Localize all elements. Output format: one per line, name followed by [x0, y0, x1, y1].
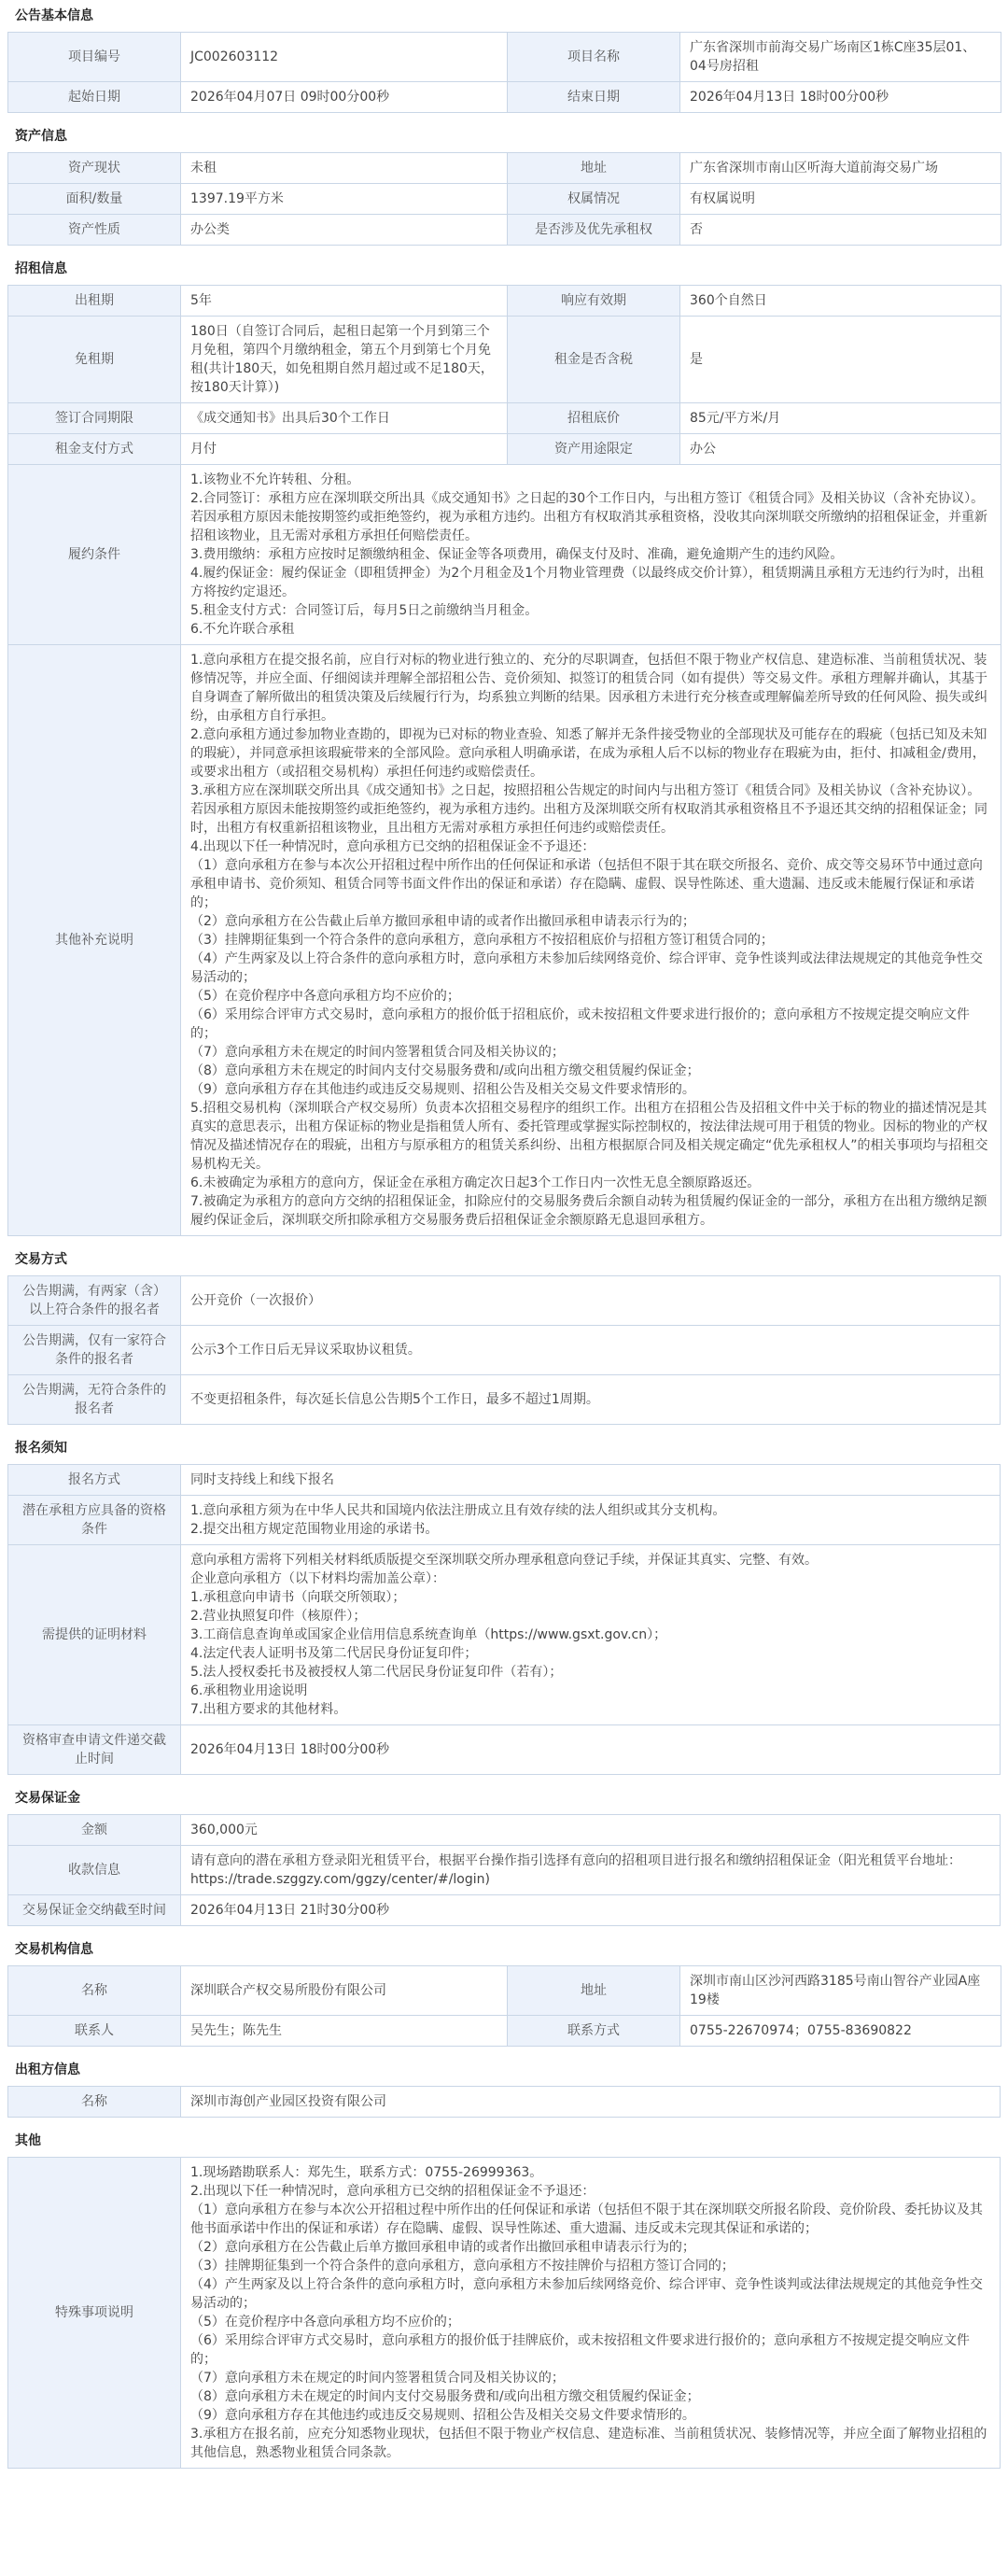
section-title-agency: 交易机构信息: [15, 1942, 93, 1957]
table-row: [8, 1725, 1001, 1775]
table-row: [8, 1496, 1001, 1545]
list-item: 3.费用缴纳：承租方应按时足额缴纳租金、保证金等各项费用，确保支付及时、准确，避免逾期产生的违约风险。: [190, 547, 844, 562]
label-submission-deadline: 资格审查申请文件递交截止时间: [8, 1725, 181, 1775]
list-item: （7）意向承租方未在规定的时间内签署租赁合同及相关协议的；: [190, 2371, 565, 2386]
value-priority-right: 否: [680, 215, 1001, 246]
table-row: [8, 1545, 1001, 1725]
table-row: [8, 1276, 1001, 1326]
list-item: 4.法定代表人证明书及第二代居民身份证复印件；: [190, 1646, 478, 1661]
value-contract-period: 《成交通知书》出具后30个工作日: [181, 403, 508, 434]
list-item: 4.履约保证金：履约保证金（即租赁押金）为2个月租金及1个月物业管理费（以最终成交价计算），租赁期满且承租方无违约行为时，出租方将按约定退还。: [190, 566, 985, 599]
list-item: （3）挂牌期征集到一个符合条件的意向承租方，意向承租方不按招租底价与招租方签订租赁合同的；: [190, 933, 774, 948]
announcement-table: [7, 32, 1001, 113]
value-start-date: 2026年04月07日 09时00分00秒: [181, 82, 508, 113]
list-item: （9）意向承租方存在其他违约或违反交易规则、招租公告及相关交易文件要求情形的。: [190, 2408, 695, 2423]
other-table: [7, 2157, 1001, 2469]
list-item: 1.该物业不允许转租、分租。: [190, 472, 360, 487]
list-item: 1.意向承租方须为在中华人民共和国境内依法注册成立且有效存续的法人组织或其分支机构。: [190, 1503, 726, 1518]
value-two-or-more: 公开竞价（一次报价）: [181, 1276, 1001, 1326]
label-tax-included: 租金是否含税: [508, 317, 680, 403]
list-item: 2.提交出租方规定范围物业用途的承诺书。: [190, 1522, 439, 1537]
section-title-registration: 报名须知: [15, 1441, 67, 1456]
value-project-number: JC002603112: [181, 33, 508, 82]
label-base-price: 招租底价: [508, 403, 680, 434]
list-item: 3.工商信息查询单或国家企业信用信息系统查询单（https://www.gsxt.gov.cn）；: [190, 1627, 667, 1642]
label-asset-type: 资产性质: [8, 215, 181, 246]
list-item: （3）挂牌期征集到一个符合条件的意向承租方，意向承租方不按挂牌价与招租方签订合同的；: [190, 2259, 735, 2273]
table-row: [8, 2158, 1001, 2469]
section-title-lessor: 出租方信息: [15, 2062, 80, 2077]
asset-table: [7, 152, 1001, 246]
section-title-deposit: 交易保证金: [15, 1791, 80, 1806]
table-row: [8, 403, 1001, 434]
trade-method-table: [7, 1275, 1001, 1425]
table-row: [8, 2016, 1001, 2047]
list-item: （6）采用综合评审方式交易时，意向承租方的报价低于挂牌底价，或未按招租文件要求进行报价的；意向承租方不按规定提交响应文件的；: [190, 2333, 970, 2367]
value-ownership: 有权属说明: [680, 184, 1001, 215]
list-item: 2.意向承租方通过参加物业查勘的，即视为已对标的物业查验、知悉了解并无条件接受物业的全部现状及可能存在的瑕疵（包括已知及未知的瑕疵），并同意承担该瑕疵带来的全部风险。意向承租人明确承诺，在成为承租人后不以标的物业存在瑕疵为由，拒付、扣减租金/费用，或要求出租方（或招租交易机构）承担任何违约或赔偿责任。: [190, 727, 987, 780]
list-item: 1.现场踏勘联系人：郑先生，联系方式：0755-26999363。: [190, 2165, 543, 2180]
label-area: 面积/数量: [8, 184, 181, 215]
value-none: 不变更招租条件，每次延长信息公告期5个工作日，最多不超过1周期。: [181, 1375, 1001, 1425]
table-row: [8, 33, 1001, 82]
value-asset-type: 办公类: [181, 215, 508, 246]
value-special-notes: [181, 2158, 1001, 2469]
label-end-date: 结束日期: [508, 82, 680, 113]
list-item: 意向承租方需将下列相关材料纸质版提交至深圳联交所办理承租意向登记手续，并保证其真实、完整、有效。: [190, 1553, 818, 1568]
value-asset-status: 未租: [181, 153, 508, 184]
value-contact-phone: 0755-22670974；0755-83690822: [680, 2016, 1001, 2047]
list-item: 5.租金支付方式：合同签订后，每月5日之前缴纳当月租金。: [190, 603, 539, 618]
label-address: 地址: [508, 153, 680, 184]
table-row: [8, 317, 1001, 403]
list-item: （8）意向承租方未在规定的时间内支付交易服务费和/或向出租方缴交租赁履约保证金；: [190, 2389, 700, 2404]
list-item: （5）在竞价程序中各意向承租方均不应价的；: [190, 989, 460, 1004]
label-supplement: 其他补充说明: [8, 645, 181, 1236]
list-item: 4.出现以下任一种情况时，意向承租方已交纳的招租保证金不予退还：: [190, 839, 595, 854]
list-item: （5）在竞价程序中各意向承租方均不应价的；: [190, 2315, 460, 2330]
value-project-name: 广东省深圳市前海交易广场南区1栋C座35层01、04号房招租: [680, 33, 1001, 82]
table-row: [8, 465, 1001, 645]
value-qualification: [181, 1496, 1001, 1545]
list-item: 1.承租意向申请书（向联交所领取）；: [190, 1590, 406, 1605]
label-contract-period: 签订合同期限: [8, 403, 181, 434]
list-item: 5.法人授权委托书及被授权人第二代居民身份证复印件（若有）；: [190, 1665, 563, 1680]
value-only-one: 公示3个工作日后无异议采取协议租赁。: [181, 1326, 1001, 1375]
value-conditions: [181, 465, 1001, 645]
value-contact-person: 吴先生；陈先生: [181, 2016, 508, 2047]
value-collection-info: 请有意向的潜在承租方登录阳光租赁平台，根据平台操作指引选择有意向的招租项目进行报名和缴纳招租保证金（阳光租赁平台地址：https://trade.szggzy.com/ggzy/center/#/login): [181, 1846, 1001, 1895]
value-end-date: 2026年04月13日 18时00分00秒: [680, 82, 1001, 113]
value-supplement: [181, 645, 1001, 1236]
list-item: 7.被确定为承租方的意向方交纳的招租保证金，扣除应付的交易服务费后余额自动转为租赁履约保证金的一部分，承租方在出租方缴纳足额履约保证金后，深圳联交所扣除承租方交易服务费后招租保证金余额原路无息退回承租方。: [190, 1194, 987, 1228]
label-lessor-name: 名称: [8, 2087, 181, 2118]
list-item: （2）意向承租方在公告截止后单方撤回承租申请的或者作出撤回承租申请表示行为的；: [190, 2240, 695, 2255]
label-ownership: 权属情况: [508, 184, 680, 215]
value-usage-limit: 办公: [680, 434, 1001, 465]
value-tax-included: 是: [680, 317, 1001, 403]
label-qualification: 潜在承租方应具备的资格条件: [8, 1496, 181, 1545]
table-row: [8, 645, 1001, 1236]
value-materials: [181, 1545, 1001, 1725]
value-amount: 360,000元: [181, 1815, 1001, 1846]
label-deposit-deadline: 交易保证金交纳截至时间: [8, 1895, 181, 1926]
list-item: （7）意向承租方未在规定的时间内签署租赁合同及相关协议的；: [190, 1045, 565, 1060]
list-item: 2.合同签订：承租方应在深圳联交所出具《成交通知书》之日起的30个工作日内，与出租方签订《租赁合同》及相关协议（含补充协议）。若因承租方原因未能按期签约或拒绝签约，视为承租方违约。出租方有权取消其承租资格，没收其向深圳联交所缴纳的招租保证金，并重新招租该物业，且无需对承租方承担任何赔偿责任。: [190, 491, 987, 543]
list-item: 6.未被确定为承租方的意向方，保证金在承租方确定次日起3个工作日内一次性无息全额原路返还。: [190, 1175, 761, 1190]
value-lease-term: 5年: [181, 286, 508, 317]
value-agency-address: 深圳市南山区沙河西路3185号南山智谷产业园A座19楼: [680, 1966, 1001, 2016]
value-base-price: 85元/平方米/月: [680, 403, 1001, 434]
table-row: [8, 1846, 1001, 1895]
list-item: （1）意向承租方在参与本次公开招租过程中所作出的任何保证和承诺（包括但不限于其在联交所报名、竞价、成交等交易环节中通过意向承租申请书、竞价须知、租赁合同等书面文件作出的保证和承诺）存在隐瞒、虚假、误导性陈述、重大遗漏、违反或未能履行保证和承诺的；: [190, 858, 983, 910]
table-row: [8, 1815, 1001, 1846]
table-row: [8, 1326, 1001, 1375]
label-usage-limit: 资产用途限定: [508, 434, 680, 465]
list-item: 1.意向承租方在提交报名前，应自行对标的物业进行独立的、充分的尽职调查，包括但不限于物业产权信息、建造标准、当前租赁状况、装修情况等，并应全面、仔细阅读并理解全部招租公告、竞价须知、拟签订的租赁合同（如有提供）等交易文件。承租方理解并确认，其基于自身调查了解所做出的租赁决策及后续履行行为，均系独立判断的结果。因承租方未进行充分核查或理解偏差所导致的任何风险、损失或纠纷，由承租方自行承担。: [190, 653, 987, 724]
value-payment-method: 月付: [181, 434, 508, 465]
list-item: （8）意向承租方未在规定的时间内支付交易服务费和/或向出租方缴交租赁履约保证金；: [190, 1063, 700, 1078]
list-item: 2.出现以下任一种情况时，意向承租方已交纳的招租保证金不予退还：: [190, 2184, 595, 2199]
list-item: 7.出租方要求的其他材料。: [190, 1702, 347, 1717]
list-item: 3.承租方在报名前，应充分知悉物业现状，包括但不限于物业产权信息、建造标准、当前租赁状况、装修情况等，并应全面了解物业招租的其他信息，熟悉物业租赁合同条款。: [190, 2427, 987, 2460]
table-row: [8, 434, 1001, 465]
label-none: 公告期满，无符合条件的报名者: [8, 1375, 181, 1425]
list-item: （1）意向承租方在参与本次公开招租过程中所作出的任何保证和承诺（包括但不限于其在深圳联交所报名阶段、竞价阶段、委托协议及其他书面承诺中作出的保证和承诺）存在隐瞒、虚假、误导性陈述、重大遗漏、违反或未完现其保证和承诺的；: [190, 2203, 983, 2236]
label-two-or-more: 公告期满，有两家（含）以上符合条件的报名者: [8, 1276, 181, 1326]
list-item: 3.承租方应在深圳联交所出具《成交通知书》之日起，按照招租公告规定的时间内与出租方签订《租赁合同》及相关协议（含补充协议）。若因承租方原因未能按期签约或拒绝签约，视为承租方违约。出租方及深圳联交所有权取消其承租资格且不予退还其交纳的招租保证金；同时，出租方有权重新招租该物业，且出租方无需对承租方承担任何违约或赔偿责任。: [190, 783, 987, 836]
label-special-notes: 特殊事项说明: [8, 2158, 181, 2469]
list-item: （4）产生两家及以上符合条件的意向承租方时，意向承租方未参加后续网络竞价、综合评审、竞争性谈判或法律法规规定的其他竞争性交易活动的；: [190, 2277, 983, 2311]
section-title-asset: 资产信息: [15, 129, 67, 144]
table-row: [8, 286, 1001, 317]
agency-table: [7, 1965, 1001, 2047]
label-materials: 需提供的证明材料: [8, 1545, 181, 1725]
label-agency-address: 地址: [508, 1966, 680, 2016]
table-row: [8, 1895, 1001, 1926]
list-item: 5.招租交易机构（深圳联合产权交易所）负责本次招租交易程序的组织工作。出租方在招租公告及招租文件中关于标的物业的描述情况是其真实的意思表示，出租方保证标的物业是指租赁人所有、委托管理或掌握实际控制权的，按法律法规可用于租赁的物业。因标的物业的产权情况及描述情况存在的瑕疵，出租方与原承租方的租赁关系纠纷、出租方根据原合同及相关规定确定“优先承租权人”的相关事项均与招租交易机构无关。: [190, 1101, 988, 1172]
label-project-number: 项目编号: [8, 33, 181, 82]
label-asset-status: 资产现状: [8, 153, 181, 184]
label-collection-info: 收款信息: [8, 1846, 181, 1895]
table-row: [8, 1966, 1001, 2016]
value-response-validity: 360个自然日: [680, 286, 1001, 317]
section-title-other: 其他: [15, 2133, 41, 2148]
table-row: [8, 153, 1001, 184]
value-lessor-name: 深圳市海创产业园区投资有限公司: [181, 2087, 1001, 2118]
lease-table: [7, 285, 1001, 1236]
list-item: （6）采用综合评审方式交易时，意向承租方的报价低于招租底价，或未按招租文件要求进行报价的；意向承租方不按规定提交响应文件的；: [190, 1007, 970, 1041]
table-row: [8, 2087, 1001, 2118]
label-lease-term: 出租期: [8, 286, 181, 317]
label-project-name: 项目名称: [508, 33, 680, 82]
label-rent-free: 免租期: [8, 317, 181, 403]
label-contact-person: 联系人: [8, 2016, 181, 2047]
label-agency-name: 名称: [8, 1966, 181, 2016]
label-amount: 金额: [8, 1815, 181, 1846]
list-item: （9）意向承租方存在其他违约或违反交易规则、招租公告及相关交易文件要求情形的。: [190, 1082, 695, 1097]
table-row: [8, 1465, 1001, 1496]
label-priority-right: 是否涉及优先承租权: [508, 215, 680, 246]
list-item: 2.营业执照复印件（核原件）；: [190, 1609, 367, 1624]
label-registration-method: 报名方式: [8, 1465, 181, 1496]
value-deposit-deadline: 2026年04月13日 21时30分00秒: [181, 1895, 1001, 1926]
registration-table: [7, 1464, 1001, 1775]
value-area: 1397.19平方米: [181, 184, 508, 215]
label-payment-method: 租金支付方式: [8, 434, 181, 465]
list-item: （4）产生两家及以上符合条件的意向承租方时，意向承租方未参加后续网络竞价、综合评审、竞争性谈判或法律法规规定的其他竞争性交易活动的；: [190, 951, 983, 985]
list-item: 6.不允许联合承租: [190, 622, 295, 637]
list-item: （2）意向承租方在公告截止后单方撤回承租申请的或者作出撤回承租申请表示行为的；: [190, 914, 695, 929]
lessor-table: [7, 2086, 1001, 2118]
list-item: 6.承租物业用途说明: [190, 1683, 308, 1698]
section-title-lease: 招租信息: [15, 261, 67, 276]
label-only-one: 公告期满，仅有一家符合条件的报名者: [8, 1326, 181, 1375]
table-row: [8, 1375, 1001, 1425]
table-row: [8, 184, 1001, 215]
value-address: 广东省深圳市南山区听海大道前海交易广场: [680, 153, 1001, 184]
value-rent-free: 180日（自签订合同后，起租日起第一个月到第三个月免租，第四个月缴纳租金，第五个月到第七个月免租(共计180天，如免租期自然月超过或不足180天，按180天计算）): [181, 317, 508, 403]
label-contact-phone: 联系方式: [508, 2016, 680, 2047]
list-item: 企业意向承租方（以下材料均需加盖公章）：: [190, 1571, 445, 1586]
label-start-date: 起始日期: [8, 82, 181, 113]
section-title-announcement: 公告基本信息: [15, 8, 93, 23]
value-submission-deadline: 2026年04月13日 18时00分00秒: [181, 1725, 1001, 1775]
section-title-trade-method: 交易方式: [15, 1252, 67, 1267]
value-registration-method: 同时支持线上和线下报名: [181, 1465, 1001, 1496]
table-row: [8, 82, 1001, 113]
label-conditions: 履约条件: [8, 465, 181, 645]
table-row: [8, 215, 1001, 246]
deposit-table: [7, 1814, 1001, 1926]
value-agency-name: 深圳联合产权交易所股份有限公司: [181, 1966, 508, 2016]
label-response-validity: 响应有效期: [508, 286, 680, 317]
